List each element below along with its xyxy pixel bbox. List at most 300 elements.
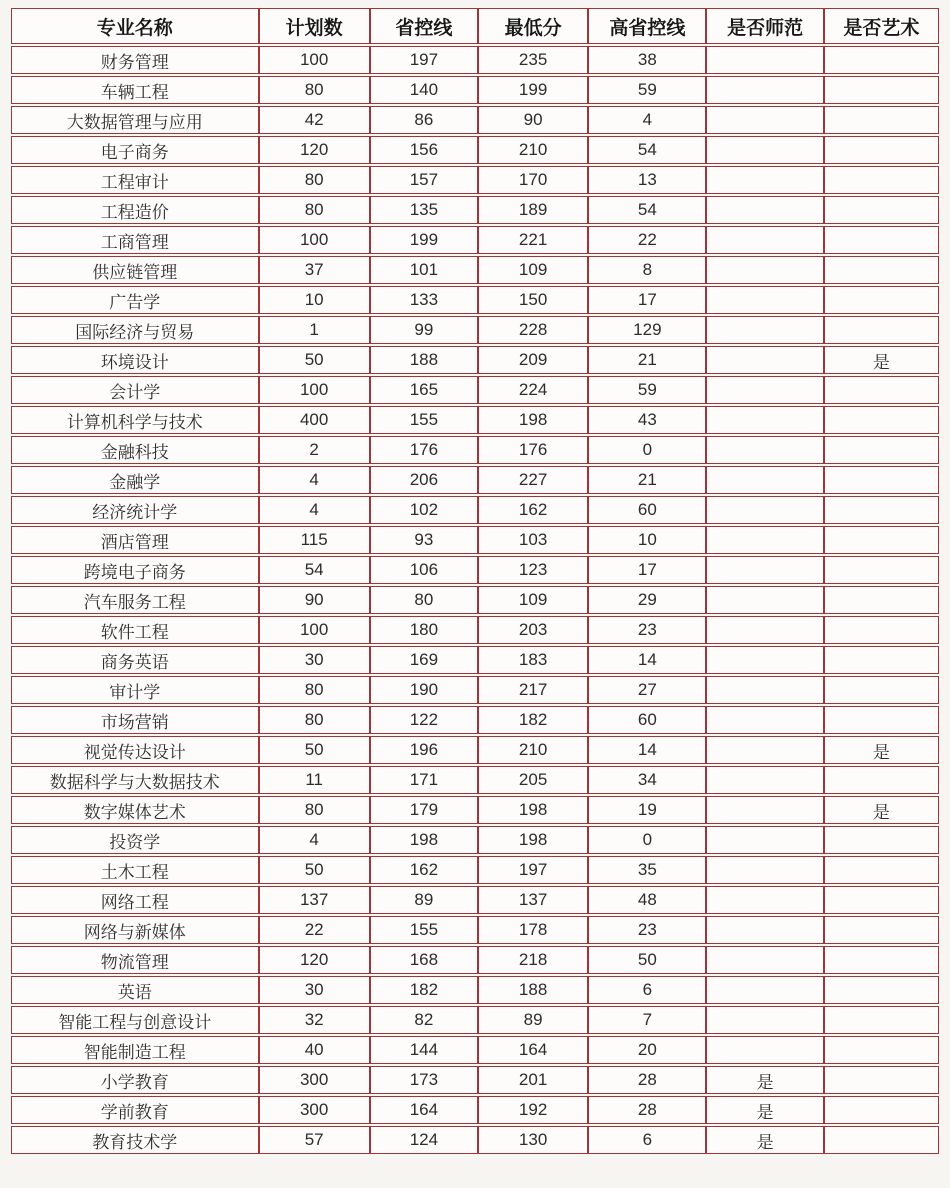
cell-is-normal (706, 316, 823, 344)
cell-province-line: 89 (370, 886, 478, 914)
cell-major-name: 审计学 (11, 676, 259, 704)
table-row (11, 256, 939, 284)
cell-plan-count: 100 (259, 376, 370, 404)
cell-is-normal (706, 706, 823, 734)
cell-is-art (824, 1096, 939, 1124)
cell-is-normal (706, 766, 823, 794)
table-row (11, 646, 939, 674)
cell-plan-count: 4 (259, 466, 370, 494)
cell-plan-count: 50 (259, 856, 370, 884)
cell-is-normal: 是 (706, 1126, 823, 1154)
cell-min-score: 109 (478, 256, 588, 284)
cell-min-score: 182 (478, 706, 588, 734)
cell-above-province-line: 21 (588, 466, 706, 494)
table-row (11, 826, 939, 854)
cell-is-art (824, 586, 939, 614)
table-row (11, 916, 939, 944)
table-row (11, 766, 939, 794)
cell-is-normal (706, 466, 823, 494)
cell-plan-count: 37 (259, 256, 370, 284)
cell-province-line: 179 (370, 796, 478, 824)
cell-province-line: 156 (370, 136, 478, 164)
cell-major-name: 计算机科学与技术 (11, 406, 259, 434)
cell-major-name: 土木工程 (11, 856, 259, 884)
cell-is-art (824, 136, 939, 164)
cell-is-art (824, 46, 939, 74)
cell-is-normal (706, 346, 823, 374)
cell-province-line: 155 (370, 916, 478, 944)
cell-is-normal (706, 496, 823, 524)
cell-is-normal (706, 226, 823, 254)
cell-is-art (824, 676, 939, 704)
cell-is-normal (706, 166, 823, 194)
table-row (11, 706, 939, 734)
cell-plan-count: 80 (259, 196, 370, 224)
cell-is-art (824, 406, 939, 434)
cell-is-art (824, 466, 939, 494)
column-header-is-normal: 是否师范 (706, 8, 823, 44)
cell-province-line: 101 (370, 256, 478, 284)
cell-plan-count: 40 (259, 1036, 370, 1064)
cell-province-line: 206 (370, 466, 478, 494)
cell-is-art: 是 (824, 796, 939, 824)
cell-major-name: 软件工程 (11, 616, 259, 644)
cell-min-score: 192 (478, 1096, 588, 1124)
cell-min-score: 218 (478, 946, 588, 974)
cell-is-normal (706, 46, 823, 74)
cell-is-normal (706, 676, 823, 704)
cell-plan-count: 2 (259, 436, 370, 464)
table-row (11, 1096, 939, 1124)
cell-is-art (824, 436, 939, 464)
cell-min-score: 130 (478, 1126, 588, 1154)
cell-is-art (824, 706, 939, 734)
cell-is-normal (706, 826, 823, 854)
header-row (11, 8, 939, 44)
cell-province-line: 199 (370, 226, 478, 254)
cell-major-name: 教育技术学 (11, 1126, 259, 1154)
cell-plan-count: 100 (259, 226, 370, 254)
cell-above-province-line: 59 (588, 76, 706, 104)
table-row (11, 436, 939, 464)
cell-is-art: 是 (824, 346, 939, 374)
admission-score-table (11, 6, 939, 1156)
cell-is-normal (706, 976, 823, 1004)
table-row (11, 346, 939, 374)
cell-is-normal: 是 (706, 1096, 823, 1124)
cell-major-name: 智能制造工程 (11, 1036, 259, 1064)
cell-is-normal (706, 856, 823, 884)
cell-min-score: 170 (478, 166, 588, 194)
cell-plan-count: 10 (259, 286, 370, 314)
cell-min-score: 164 (478, 1036, 588, 1064)
cell-province-line: 106 (370, 556, 478, 584)
cell-above-province-line: 43 (588, 406, 706, 434)
cell-province-line: 165 (370, 376, 478, 404)
cell-is-art (824, 646, 939, 674)
table-row (11, 316, 939, 344)
cell-major-name: 数据科学与大数据技术 (11, 766, 259, 794)
cell-is-art (824, 556, 939, 584)
cell-is-art: 是 (824, 736, 939, 764)
table-row (11, 466, 939, 494)
cell-plan-count: 80 (259, 676, 370, 704)
table-row (11, 496, 939, 524)
cell-above-province-line: 6 (588, 976, 706, 1004)
cell-above-province-line: 23 (588, 616, 706, 644)
cell-min-score: 90 (478, 106, 588, 134)
cell-plan-count: 80 (259, 796, 370, 824)
cell-major-name: 商务英语 (11, 646, 259, 674)
table-row (11, 226, 939, 254)
cell-plan-count: 32 (259, 1006, 370, 1034)
cell-plan-count: 50 (259, 346, 370, 374)
cell-is-normal (706, 646, 823, 674)
cell-is-normal (706, 736, 823, 764)
cell-plan-count: 30 (259, 976, 370, 1004)
cell-above-province-line: 54 (588, 196, 706, 224)
cell-is-normal (706, 796, 823, 824)
cell-major-name: 工程审计 (11, 166, 259, 194)
cell-major-name: 广告学 (11, 286, 259, 314)
table-row (11, 106, 939, 134)
cell-is-art (824, 886, 939, 914)
table-row (11, 886, 939, 914)
table-row (11, 526, 939, 554)
cell-plan-count: 90 (259, 586, 370, 614)
cell-above-province-line: 14 (588, 736, 706, 764)
cell-min-score: 221 (478, 226, 588, 254)
cell-is-art (824, 946, 939, 974)
cell-min-score: 189 (478, 196, 588, 224)
cell-min-score: 137 (478, 886, 588, 914)
cell-plan-count: 300 (259, 1066, 370, 1094)
cell-province-line: 180 (370, 616, 478, 644)
cell-province-line: 173 (370, 1066, 478, 1094)
column-header-above-province-line: 高省控线 (588, 8, 706, 44)
cell-plan-count: 42 (259, 106, 370, 134)
cell-min-score: 197 (478, 856, 588, 884)
cell-province-line: 80 (370, 586, 478, 614)
cell-province-line: 176 (370, 436, 478, 464)
cell-above-province-line: 129 (588, 316, 706, 344)
cell-is-art (824, 976, 939, 1004)
cell-is-normal (706, 256, 823, 284)
cell-above-province-line: 60 (588, 706, 706, 734)
cell-min-score: 103 (478, 526, 588, 554)
cell-is-art (824, 196, 939, 224)
cell-province-line: 133 (370, 286, 478, 314)
cell-above-province-line: 21 (588, 346, 706, 374)
cell-major-name: 网络与新媒体 (11, 916, 259, 944)
cell-province-line: 155 (370, 406, 478, 434)
cell-major-name: 经济统计学 (11, 496, 259, 524)
cell-plan-count: 100 (259, 616, 370, 644)
cell-is-normal (706, 436, 823, 464)
cell-min-score: 162 (478, 496, 588, 524)
cell-is-art (824, 76, 939, 104)
cell-is-normal (706, 616, 823, 644)
table-row (11, 676, 939, 704)
cell-is-art (824, 166, 939, 194)
cell-plan-count: 300 (259, 1096, 370, 1124)
cell-min-score: 210 (478, 136, 588, 164)
cell-above-province-line: 8 (588, 256, 706, 284)
cell-min-score: 228 (478, 316, 588, 344)
column-header-plan-count: 计划数 (259, 8, 370, 44)
cell-above-province-line: 19 (588, 796, 706, 824)
cell-above-province-line: 35 (588, 856, 706, 884)
cell-min-score: 109 (478, 586, 588, 614)
cell-min-score: 210 (478, 736, 588, 764)
cell-province-line: 198 (370, 826, 478, 854)
table-row (11, 406, 939, 434)
cell-major-name: 酒店管理 (11, 526, 259, 554)
cell-min-score: 209 (478, 346, 588, 374)
cell-province-line: 182 (370, 976, 478, 1004)
cell-plan-count: 50 (259, 736, 370, 764)
cell-min-score: 205 (478, 766, 588, 794)
cell-above-province-line: 29 (588, 586, 706, 614)
table-row (11, 1066, 939, 1094)
cell-major-name: 财务管理 (11, 46, 259, 74)
table-row (11, 136, 939, 164)
cell-major-name: 汽车服务工程 (11, 586, 259, 614)
cell-is-normal (706, 376, 823, 404)
cell-above-province-line: 34 (588, 766, 706, 794)
cell-is-normal (706, 76, 823, 104)
cell-province-line: 82 (370, 1006, 478, 1034)
cell-province-line: 140 (370, 76, 478, 104)
column-header-min-score: 最低分 (478, 8, 588, 44)
cell-plan-count: 115 (259, 526, 370, 554)
cell-major-name: 小学教育 (11, 1066, 259, 1094)
cell-is-art (824, 616, 939, 644)
cell-is-normal (706, 286, 823, 314)
cell-plan-count: 80 (259, 76, 370, 104)
cell-major-name: 学前教育 (11, 1096, 259, 1124)
cell-is-normal (706, 586, 823, 614)
table-row (11, 976, 939, 1004)
cell-min-score: 176 (478, 436, 588, 464)
cell-is-art (824, 256, 939, 284)
cell-is-art (824, 1036, 939, 1064)
table-row (11, 376, 939, 404)
cell-major-name: 国际经济与贸易 (11, 316, 259, 344)
cell-is-art (824, 526, 939, 554)
cell-above-province-line: 0 (588, 826, 706, 854)
cell-min-score: 235 (478, 46, 588, 74)
cell-major-name: 网络工程 (11, 886, 259, 914)
cell-plan-count: 100 (259, 46, 370, 74)
cell-min-score: 183 (478, 646, 588, 674)
table-row (11, 796, 939, 824)
cell-above-province-line: 17 (588, 556, 706, 584)
cell-min-score: 201 (478, 1066, 588, 1094)
cell-province-line: 162 (370, 856, 478, 884)
cell-province-line: 188 (370, 346, 478, 374)
cell-is-normal (706, 196, 823, 224)
cell-is-art (824, 286, 939, 314)
cell-above-province-line: 50 (588, 946, 706, 974)
cell-province-line: 144 (370, 1036, 478, 1064)
table-row (11, 196, 939, 224)
cell-is-art (824, 1066, 939, 1094)
cell-is-art (824, 376, 939, 404)
cell-min-score: 188 (478, 976, 588, 1004)
cell-above-province-line: 7 (588, 1006, 706, 1034)
cell-is-normal (706, 526, 823, 554)
cell-province-line: 164 (370, 1096, 478, 1124)
cell-plan-count: 120 (259, 946, 370, 974)
cell-min-score: 227 (478, 466, 588, 494)
cell-major-name: 车辆工程 (11, 76, 259, 104)
table-row (11, 1036, 939, 1064)
cell-province-line: 168 (370, 946, 478, 974)
cell-province-line: 171 (370, 766, 478, 794)
table-row (11, 736, 939, 764)
cell-is-art (824, 316, 939, 344)
cell-above-province-line: 20 (588, 1036, 706, 1064)
cell-major-name: 数字媒体艺术 (11, 796, 259, 824)
cell-above-province-line: 22 (588, 226, 706, 254)
cell-major-name: 金融学 (11, 466, 259, 494)
cell-above-province-line: 60 (588, 496, 706, 524)
cell-above-province-line: 48 (588, 886, 706, 914)
cell-min-score: 198 (478, 826, 588, 854)
cell-is-normal (706, 1006, 823, 1034)
cell-major-name: 英语 (11, 976, 259, 1004)
cell-is-art (824, 766, 939, 794)
cell-province-line: 169 (370, 646, 478, 674)
cell-province-line: 86 (370, 106, 478, 134)
cell-above-province-line: 14 (588, 646, 706, 674)
cell-major-name: 视觉传达设计 (11, 736, 259, 764)
cell-above-province-line: 23 (588, 916, 706, 944)
cell-major-name: 物流管理 (11, 946, 259, 974)
table-row (11, 76, 939, 104)
cell-major-name: 智能工程与创意设计 (11, 1006, 259, 1034)
cell-plan-count: 30 (259, 646, 370, 674)
table-body (11, 46, 939, 1154)
cell-above-province-line: 13 (588, 166, 706, 194)
cell-major-name: 供应链管理 (11, 256, 259, 284)
cell-is-normal (706, 946, 823, 974)
cell-is-art (824, 1006, 939, 1034)
cell-province-line: 93 (370, 526, 478, 554)
cell-plan-count: 80 (259, 706, 370, 734)
cell-province-line: 124 (370, 1126, 478, 1154)
table-row (11, 616, 939, 644)
cell-province-line: 122 (370, 706, 478, 734)
cell-above-province-line: 28 (588, 1066, 706, 1094)
column-header-province-line: 省控线 (370, 8, 478, 44)
cell-plan-count: 1 (259, 316, 370, 344)
cell-is-art (824, 826, 939, 854)
cell-is-normal (706, 916, 823, 944)
cell-major-name: 跨境电子商务 (11, 556, 259, 584)
cell-province-line: 197 (370, 46, 478, 74)
cell-major-name: 环境设计 (11, 346, 259, 374)
cell-min-score: 217 (478, 676, 588, 704)
cell-min-score: 198 (478, 406, 588, 434)
cell-above-province-line: 27 (588, 676, 706, 704)
cell-is-art (824, 856, 939, 884)
cell-plan-count: 120 (259, 136, 370, 164)
cell-above-province-line: 38 (588, 46, 706, 74)
cell-major-name: 市场营销 (11, 706, 259, 734)
cell-is-art (824, 226, 939, 254)
cell-major-name: 电子商务 (11, 136, 259, 164)
cell-min-score: 150 (478, 286, 588, 314)
cell-is-normal (706, 556, 823, 584)
table-row (11, 856, 939, 884)
cell-province-line: 99 (370, 316, 478, 344)
table-row (11, 556, 939, 584)
column-header-major-name: 专业名称 (11, 8, 259, 44)
table-row (11, 166, 939, 194)
cell-province-line: 135 (370, 196, 478, 224)
cell-is-normal (706, 1036, 823, 1064)
cell-plan-count: 80 (259, 166, 370, 194)
cell-min-score: 198 (478, 796, 588, 824)
cell-plan-count: 11 (259, 766, 370, 794)
cell-above-province-line: 6 (588, 1126, 706, 1154)
cell-is-normal (706, 406, 823, 434)
cell-is-art (824, 1126, 939, 1154)
cell-province-line: 157 (370, 166, 478, 194)
cell-plan-count: 57 (259, 1126, 370, 1154)
cell-above-province-line: 4 (588, 106, 706, 134)
cell-is-art (824, 916, 939, 944)
cell-above-province-line: 0 (588, 436, 706, 464)
cell-above-province-line: 59 (588, 376, 706, 404)
cell-plan-count: 137 (259, 886, 370, 914)
cell-major-name: 金融科技 (11, 436, 259, 464)
cell-province-line: 196 (370, 736, 478, 764)
cell-above-province-line: 17 (588, 286, 706, 314)
cell-is-normal (706, 106, 823, 134)
cell-major-name: 大数据管理与应用 (11, 106, 259, 134)
cell-major-name: 投资学 (11, 826, 259, 854)
column-header-is-art: 是否艺术 (824, 8, 939, 44)
cell-min-score: 199 (478, 76, 588, 104)
cell-plan-count: 4 (259, 496, 370, 524)
cell-min-score: 123 (478, 556, 588, 584)
cell-is-normal (706, 886, 823, 914)
cell-is-art (824, 106, 939, 134)
cell-min-score: 224 (478, 376, 588, 404)
cell-plan-count: 22 (259, 916, 370, 944)
cell-major-name: 工程造价 (11, 196, 259, 224)
table-row (11, 946, 939, 974)
cell-plan-count: 400 (259, 406, 370, 434)
cell-is-normal: 是 (706, 1066, 823, 1094)
table-row (11, 286, 939, 314)
cell-is-art (824, 496, 939, 524)
table-row (11, 46, 939, 74)
cell-above-province-line: 10 (588, 526, 706, 554)
cell-is-normal (706, 136, 823, 164)
cell-major-name: 工商管理 (11, 226, 259, 254)
table-row (11, 1126, 939, 1154)
cell-province-line: 190 (370, 676, 478, 704)
table-row (11, 586, 939, 614)
cell-min-score: 178 (478, 916, 588, 944)
cell-above-province-line: 54 (588, 136, 706, 164)
cell-plan-count: 54 (259, 556, 370, 584)
cell-plan-count: 4 (259, 826, 370, 854)
